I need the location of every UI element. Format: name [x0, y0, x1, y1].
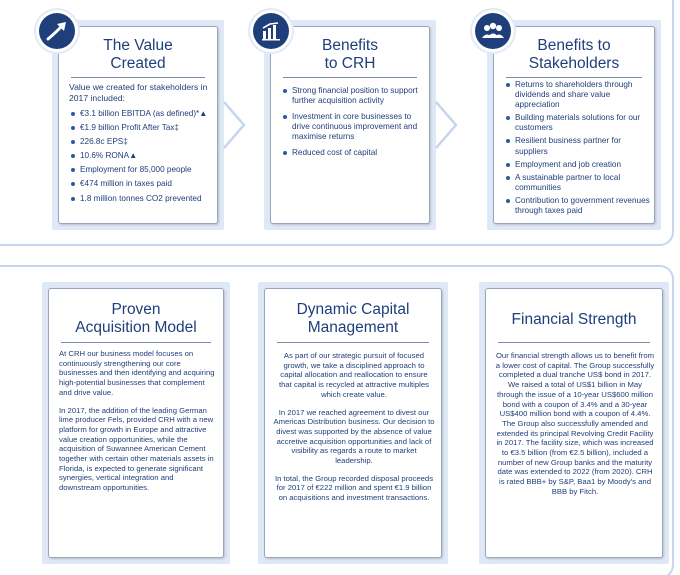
financial-card-inner: [485, 288, 663, 558]
rising-arrow-icon: [39, 13, 75, 49]
list-item: €3.1 billion EBITDA (as defined)*▲: [69, 109, 221, 123]
list-item: Employment and job creation: [504, 160, 656, 173]
list-item: 226.8c EPS‡: [69, 137, 221, 151]
list-item: Reduced cost of capital: [281, 148, 431, 162]
title-divider: [498, 342, 650, 343]
chevron-right-icon: [222, 100, 246, 150]
list-item: A sustainable partner to local communities: [504, 173, 656, 196]
acquisition-card: [42, 282, 230, 564]
title-divider: [283, 77, 417, 78]
acquisition-text: [59, 349, 217, 501]
acquisition-card-inner: [48, 288, 224, 558]
benefits-stakeholders-card-inner: [493, 26, 655, 224]
title-divider: [61, 342, 211, 343]
financial-text: [494, 351, 656, 505]
title-divider: [506, 77, 642, 78]
paragraph: In 2017, the addition of the leading German lime producer Fels, provided CRH with a new platform for growth in Europe and attractive value creation opportunities, while the acquisition of Suwannee American Cement together with certain other materials assets in Florida, is expected to generate significant synergies, vertical integration and downstream opportunities.: [59, 405, 214, 493]
value-created-icon-badge: [36, 10, 78, 52]
capital-title: Dynamic Capital Management: [296, 301, 410, 336]
benefits-stakeholders-list: [504, 80, 656, 216]
benefits-stakeholders-title: Benefits to Stakeholders: [528, 37, 620, 72]
list-item: Investment in core businesses to drive continuous improvement and maximise returns: [281, 112, 431, 148]
benefits-crh-list: [281, 86, 431, 163]
benefits-crh-title: Benefits to CRH: [321, 37, 378, 72]
list-item: Building materials solutions for our customers: [504, 113, 656, 136]
benefits-crh-card: [264, 20, 436, 230]
list-item: Returns to shareholders through dividends and share value appreciation: [504, 80, 656, 113]
benefits-crh-icon-badge: [250, 10, 292, 52]
value-created-intro: Value we created for stakeholders in 2017 included:: [69, 82, 208, 103]
benefits-crh-card-inner: [270, 26, 430, 224]
list-item: €474 million in taxes paid: [69, 179, 221, 193]
people-group-icon: [475, 13, 511, 49]
list-item: €1.9 billion Profit After Tax‡: [69, 123, 221, 137]
capital-text: [273, 351, 435, 511]
list-item: Resilient business partner for suppliers: [504, 136, 656, 159]
list-item: 1.8 million tonnes CO2 prevented: [69, 194, 221, 208]
paragraph: Our financial strength allows us to benefit from a lower cost of capital. The Group successfully completed a dual tranche US$ bond in 2017. We raised a total of US$1 billion in May through the issue of a 10-year US$600 million bond with a coupon of 3.4% and a 30-year US$400 million bond with a coupon of 4.4%. The Group also successfully amended and extended its principal Revolving Credit Facility in 2017. The facility size, which was increased to €3.5 billion (from €2.5 billion), included a number of new Group banks and the maturity date was extended to 2022 (from 2020). CRH is rated BBB+ by S&P, Baa1 by Moody's and BBB by Fitch.: [495, 351, 655, 496]
capital-card: [258, 282, 448, 564]
value-created-card-inner: [58, 26, 218, 224]
benefits-stakeholders-icon-badge: [472, 10, 514, 52]
list-item: Contribution to government revenues through taxes paid: [504, 196, 656, 216]
value-created-card: [52, 20, 224, 230]
value-created-title: The Value Created: [103, 37, 173, 72]
list-item: 10.6% RONA▲: [69, 151, 221, 165]
bar-chart-icon: [253, 13, 289, 49]
benefits-stakeholders-card: [487, 20, 661, 230]
title-divider: [71, 77, 205, 78]
paragraph: In 2017 we reached agreement to divest our Americas Distribution business. Our decision to divest was supported by the absence of value accretive acquisition opportunities and lack of visibility as regards a route to market leadership.: [273, 407, 435, 466]
paragraph: In total, the Group recorded disposal proceeds for 2017 of €222 million and spent €1.9 billion on acquisitions and investment transactions.: [274, 473, 434, 503]
financial-card: [479, 282, 669, 564]
paragraph: At CRH our business model focuses on continuously strengthening our core businesses and then identifying and acquiring high-potential businesses that complement and drive value.: [59, 349, 215, 397]
paragraph: As part of our strategic pursuit of focused growth, we take a disciplined approach to capital allocation and reallocation to ensure that capital is recycled at attractive multiples which create value.: [279, 351, 429, 399]
title-divider: [277, 342, 429, 343]
capital-card-inner: [264, 288, 442, 558]
list-item: Employment for 85,000 people: [69, 165, 221, 179]
acquisition-title: Proven Acquisition Model: [75, 301, 197, 336]
value-created-list: [69, 109, 221, 208]
financial-title: Financial Strength: [511, 311, 637, 328]
list-item: Strong financial position to support further acquisition activity: [281, 86, 431, 112]
chevron-right-icon: [434, 100, 458, 150]
